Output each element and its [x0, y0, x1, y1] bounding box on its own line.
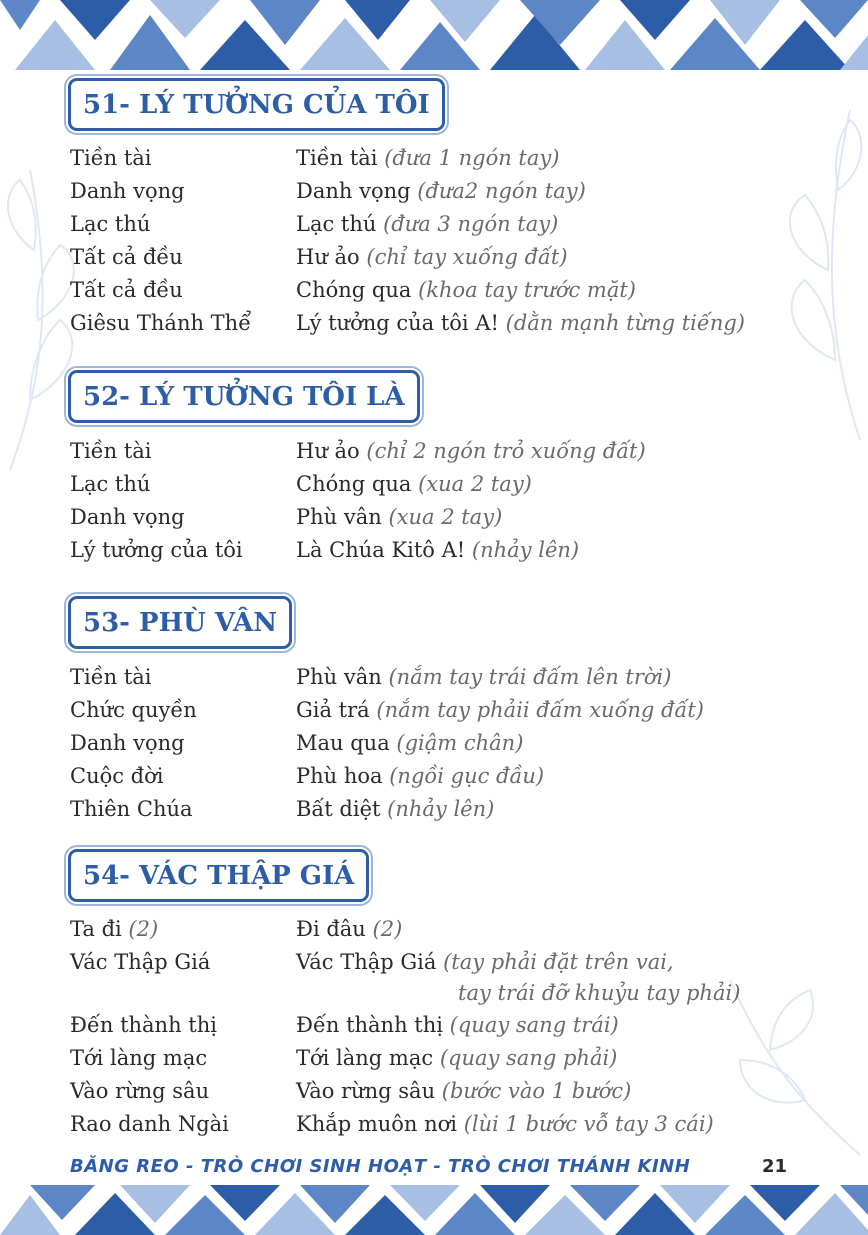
list-item: [0, 242, 868, 275]
action-note: (quay sang phải): [439, 1046, 618, 1070]
response: Chóng qua (khoa tay trước mặt): [296, 278, 636, 302]
repeat-note: (2): [128, 917, 159, 941]
call-text: Cuộc đời: [70, 764, 164, 788]
call-text: Tiền tài: [70, 439, 152, 463]
response: Tiền tài (đưa 1 ngón tay): [296, 146, 560, 170]
response: Hư ảo (chỉ 2 ngón trỏ xuống đất): [296, 439, 646, 463]
action-note: (quay sang trái): [449, 1013, 619, 1037]
list-item: [0, 761, 868, 794]
action-note: (đưa2 ngón tay): [417, 179, 586, 203]
list-item: [0, 1010, 868, 1043]
action-note: (nhảy lên): [471, 538, 580, 562]
list-item-continuation: [0, 978, 868, 1011]
bottom-triangle-border: [0, 1185, 868, 1235]
call-text: Vác Thập Giá: [70, 950, 211, 974]
list-item: [0, 914, 868, 947]
call-text: Lạc thú: [70, 472, 151, 496]
response: Là Chúa Kitô A! (nhảy lên): [296, 538, 580, 562]
action-note: (xua 2 tay): [418, 472, 532, 496]
action-note: (nhảy lên): [387, 797, 495, 821]
response: Đến thành thị (quay sang trái): [296, 1013, 619, 1037]
call-text: Chức quyền: [70, 698, 197, 722]
call-text: Đến thành thị: [70, 1013, 217, 1037]
list-item: [0, 176, 868, 209]
list-item: [0, 535, 868, 568]
call-text: Lý tưởng của tôi: [70, 538, 243, 562]
response: Phù vân (nắm tay trái đấm lên trời): [296, 665, 672, 689]
list-item: [0, 662, 868, 695]
response: Khắp muôn nơi (lùi 1 bước vỗ tay 3 cái): [296, 1112, 714, 1136]
section-title: 53- PHÙ VÂN: [68, 596, 292, 649]
call-text: Tiền tài: [70, 146, 152, 170]
response: Bất diệt (nhảy lên): [296, 797, 495, 821]
response: Lạc thú (đưa 3 ngón tay): [296, 212, 559, 236]
response: Chóng qua (xua 2 tay): [296, 472, 532, 496]
response: Phù vân (xua 2 tay): [296, 505, 503, 529]
action-note-continued: tay trái đỡ khuỷu tay phải): [458, 981, 741, 1005]
call-text: Vào rừng sâu: [70, 1079, 210, 1103]
list-item: [0, 275, 868, 308]
call-text: Danh vọng: [70, 505, 185, 529]
action-note: (dằn mạnh từng tiếng): [505, 311, 745, 335]
list-item: [0, 209, 868, 242]
list-item: [0, 1043, 868, 1076]
response: Vào rừng sâu (bước vào 1 bước): [296, 1079, 632, 1103]
action-note: (2): [372, 917, 403, 941]
section-title: 54- VÁC THẬP GIÁ: [68, 849, 369, 902]
list-item: [0, 947, 868, 980]
list-item: [0, 794, 868, 827]
action-note: (đưa 1 ngón tay): [384, 146, 560, 170]
response: Lý tưởng của tôi A! (dằn mạnh từng tiếng): [296, 311, 745, 335]
page-number: 21: [762, 1156, 788, 1177]
action-note: (nắm tay phảii đấm xuống đất): [376, 698, 704, 722]
response: Phù hoa (ngồi gục đầu): [296, 764, 545, 788]
response: Giả trá (nắm tay phảii đấm xuống đất): [296, 698, 704, 722]
response: Vác Thập Giá (tay phải đặt trên vai,: [296, 950, 674, 974]
action-note: (ngồi gục đầu): [389, 764, 545, 788]
action-note: (bước vào 1 bước): [441, 1079, 632, 1103]
list-item: [0, 1076, 868, 1109]
list-item: [0, 1109, 868, 1142]
list-item: [0, 695, 868, 728]
response: Hư ảo (chỉ tay xuống đất): [296, 245, 568, 269]
call-text: Lạc thú: [70, 212, 151, 236]
call-text: Ta đi (2): [70, 917, 159, 941]
call-text: Tới làng mạc: [70, 1046, 208, 1070]
section-title: 51- LÝ TƯỞNG CỦA TÔI: [68, 78, 445, 131]
action-note: (nắm tay trái đấm lên trời): [388, 665, 672, 689]
top-triangle-border: [0, 0, 868, 70]
call-text: Danh vọng: [70, 179, 185, 203]
footer-book-title: BĂNG REO - TRÒ CHƠI SINH HOẠT - TRÒ CHƠI THÁNH KINH: [70, 1156, 691, 1177]
action-note: (chỉ 2 ngón trỏ xuống đất): [366, 439, 646, 463]
call-text: Tất cả đều: [70, 278, 183, 302]
call-text: Thiên Chúa: [70, 797, 193, 821]
call-text: Tất cả đều: [70, 245, 183, 269]
response: Mau qua (giậm chân): [296, 731, 524, 755]
action-note: (lùi 1 bước vỗ tay 3 cái): [463, 1112, 714, 1136]
action-note: (khoa tay trước mặt): [418, 278, 636, 302]
call-text: Danh vọng: [70, 731, 185, 755]
list-item: [0, 308, 868, 341]
action-note: (giậm chân): [396, 731, 524, 755]
action-note: (đưa 3 ngón tay): [383, 212, 559, 236]
action-note: (xua 2 tay): [388, 505, 503, 529]
response: Danh vọng (đưa2 ngón tay): [296, 179, 586, 203]
action-note: (tay phải đặt trên vai,: [443, 950, 674, 974]
list-item: [0, 469, 868, 502]
call-text: Tiền tài: [70, 665, 152, 689]
action-note: (chỉ tay xuống đất): [366, 245, 568, 269]
response: Đi đâu (2): [296, 917, 403, 941]
call-text: Giêsu Thánh Thể: [70, 311, 252, 335]
section-title: 52- LÝ TƯỞNG TÔI LÀ: [68, 370, 420, 423]
list-item: [0, 436, 868, 469]
list-item: [0, 728, 868, 761]
call-text: Rao danh Ngài: [70, 1112, 229, 1136]
response: Tới làng mạc (quay sang phải): [296, 1046, 618, 1070]
list-item: [0, 502, 868, 535]
list-item: [0, 143, 868, 176]
